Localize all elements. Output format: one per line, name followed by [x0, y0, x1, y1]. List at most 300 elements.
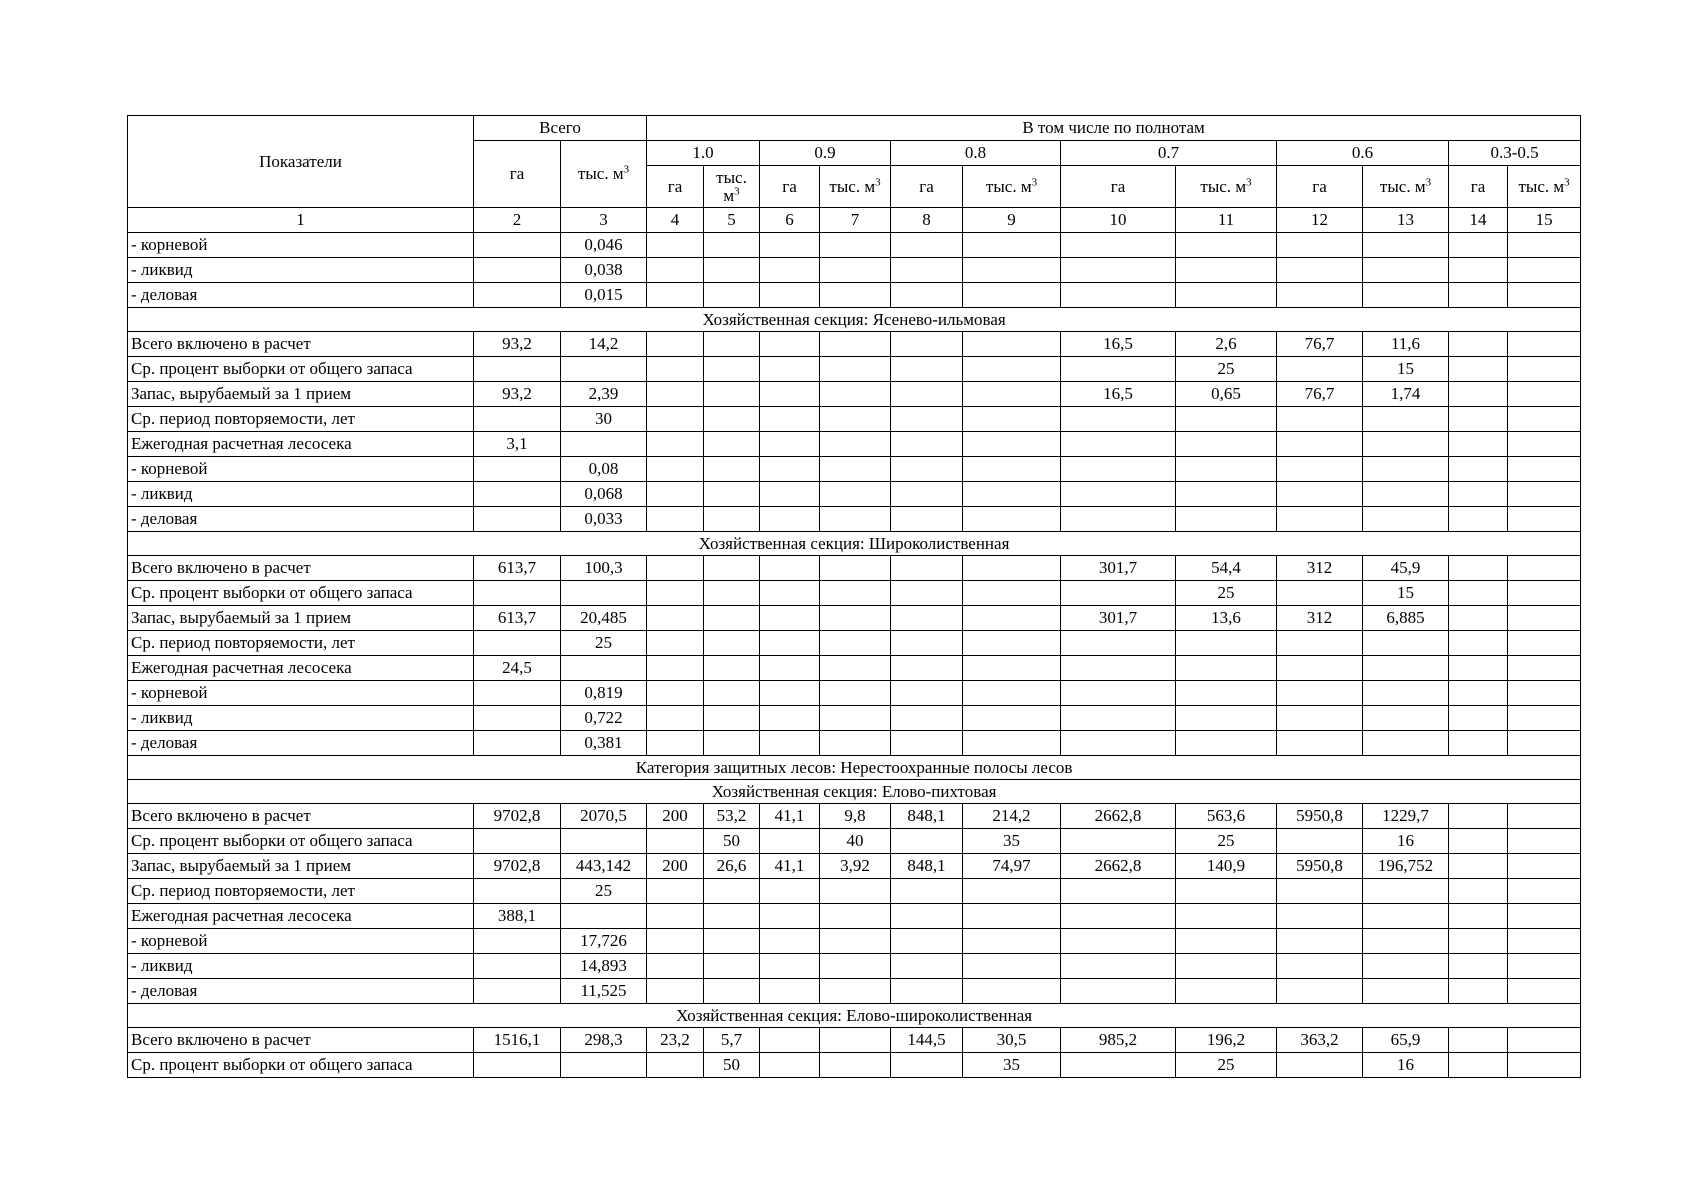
table-cell	[1061, 233, 1176, 258]
table-cell	[760, 929, 820, 954]
table-cell	[1363, 631, 1449, 656]
table-cell	[1277, 1053, 1363, 1078]
table-cell	[704, 979, 760, 1004]
table-cell	[891, 357, 963, 382]
row-label: Ср. процент выборки от общего запаса	[128, 1053, 474, 1078]
table-cell	[891, 233, 963, 258]
table-cell	[1508, 382, 1581, 407]
table-cell	[1363, 929, 1449, 954]
table-cell: 144,5	[891, 1028, 963, 1053]
row-label: Всего включено в расчет	[128, 332, 474, 357]
table-cell	[820, 656, 891, 681]
table-cell	[704, 581, 760, 606]
table-row	[128, 233, 1581, 258]
table-row	[128, 904, 1581, 929]
header-ha: га	[1449, 166, 1508, 208]
table-cell	[760, 332, 820, 357]
table-cell	[704, 879, 760, 904]
table-cell	[820, 332, 891, 357]
table-cell	[647, 482, 704, 507]
table-cell: 25	[1176, 357, 1277, 382]
table-cell	[820, 606, 891, 631]
table-cell	[1176, 979, 1277, 1004]
table-cell	[1277, 829, 1363, 854]
table-cell: 30,5	[963, 1028, 1061, 1053]
table-cell	[647, 407, 704, 432]
table-cell	[760, 954, 820, 979]
table-cell	[704, 904, 760, 929]
table-row	[128, 829, 1581, 854]
table-cell	[820, 979, 891, 1004]
table-cell	[1061, 283, 1176, 308]
table-cell	[647, 879, 704, 904]
row-label: Всего включено в расчет	[128, 1028, 474, 1053]
table-cell: 100,3	[561, 556, 647, 581]
table-cell: 443,142	[561, 854, 647, 879]
table-cell	[891, 407, 963, 432]
table-cell: 140,9	[1176, 854, 1277, 879]
table-cell	[1508, 929, 1581, 954]
table-cell	[820, 432, 891, 457]
table-cell	[760, 283, 820, 308]
table-cell	[760, 1053, 820, 1078]
table-cell: 0,068	[561, 482, 647, 507]
table-cell: 613,7	[474, 606, 561, 631]
column-number: 9	[963, 208, 1061, 233]
table-cell	[760, 258, 820, 283]
table-cell	[760, 407, 820, 432]
table-cell	[1508, 954, 1581, 979]
table-cell	[820, 357, 891, 382]
table-cell	[1176, 432, 1277, 457]
table-cell	[1508, 457, 1581, 482]
table-cell	[1363, 731, 1449, 756]
table-cell	[1363, 879, 1449, 904]
table-cell	[1508, 854, 1581, 879]
table-cell	[760, 482, 820, 507]
header-thous: тыс. $м^3$	[963, 166, 1061, 208]
table-cell	[1449, 407, 1508, 432]
table-cell	[1449, 332, 1508, 357]
table-cell	[1176, 904, 1277, 929]
table-cell	[1449, 706, 1508, 731]
section-heading-row	[128, 532, 1581, 556]
table-cell	[963, 656, 1061, 681]
table-cell	[1176, 507, 1277, 532]
table-cell	[760, 731, 820, 756]
table-cell: 25	[561, 631, 647, 656]
table-cell	[1277, 681, 1363, 706]
table-cell: 9,8	[820, 804, 891, 829]
table-cell: 5,7	[704, 1028, 760, 1053]
table-cell	[760, 631, 820, 656]
table-cell	[1277, 482, 1363, 507]
table-cell: 76,7	[1277, 332, 1363, 357]
table-cell: 200	[647, 804, 704, 829]
table-cell	[1508, 656, 1581, 681]
table-cell	[1176, 283, 1277, 308]
table-cell: 0,038	[561, 258, 647, 283]
table-cell: 50	[704, 829, 760, 854]
table-cell	[820, 1028, 891, 1053]
column-number-row	[128, 208, 1581, 233]
table-cell	[704, 482, 760, 507]
table-cell	[1277, 357, 1363, 382]
table-cell	[891, 283, 963, 308]
table-cell	[704, 954, 760, 979]
table-cell	[1176, 929, 1277, 954]
table-cell	[474, 681, 561, 706]
table-cell	[1449, 631, 1508, 656]
table-row	[128, 954, 1581, 979]
table-cell	[760, 656, 820, 681]
table-cell	[561, 357, 647, 382]
table-cell	[561, 829, 647, 854]
table-row	[128, 656, 1581, 681]
table-cell: 2,39	[561, 382, 647, 407]
table-cell	[820, 233, 891, 258]
table-row	[128, 681, 1581, 706]
table-cell	[820, 258, 891, 283]
table-cell: 9702,8	[474, 854, 561, 879]
table-cell	[647, 656, 704, 681]
table-cell	[1363, 706, 1449, 731]
table-cell	[561, 656, 647, 681]
table-cell: 0,08	[561, 457, 647, 482]
table-cell: 25	[1176, 1053, 1277, 1078]
section-heading-row	[128, 1004, 1581, 1028]
table-cell: 0,015	[561, 283, 647, 308]
table-cell	[1508, 979, 1581, 1004]
table-cell	[760, 879, 820, 904]
table-cell	[1508, 706, 1581, 731]
table-cell	[647, 357, 704, 382]
table-cell	[1508, 258, 1581, 283]
table-cell	[1508, 681, 1581, 706]
table-cell	[1449, 283, 1508, 308]
table-cell	[1449, 929, 1508, 954]
table-cell	[1176, 457, 1277, 482]
table-cell	[1176, 879, 1277, 904]
table-cell	[704, 929, 760, 954]
table-row	[128, 804, 1581, 829]
table-cell	[963, 706, 1061, 731]
table-cell: 5950,8	[1277, 854, 1363, 879]
table-cell	[963, 904, 1061, 929]
table-cell	[1508, 581, 1581, 606]
table-cell	[1363, 432, 1449, 457]
table-cell: 9702,8	[474, 804, 561, 829]
table-cell	[1363, 407, 1449, 432]
table-cell	[1277, 581, 1363, 606]
table-cell	[963, 979, 1061, 1004]
row-label: Ср. период повторяемости, лет	[128, 407, 474, 432]
table-cell	[760, 357, 820, 382]
table-row	[128, 1053, 1581, 1078]
table-cell: 35	[963, 1053, 1061, 1078]
table-row	[128, 382, 1581, 407]
table-cell	[1363, 507, 1449, 532]
table-cell	[963, 283, 1061, 308]
column-number: 5	[704, 208, 760, 233]
table-cell	[1449, 382, 1508, 407]
table-cell	[1449, 656, 1508, 681]
row-label: - ликвид	[128, 482, 474, 507]
table-cell	[1277, 879, 1363, 904]
table-cell	[760, 507, 820, 532]
table-cell	[474, 357, 561, 382]
table-cell	[820, 407, 891, 432]
table-cell	[1061, 706, 1176, 731]
table-cell	[891, 829, 963, 854]
table-cell: 301,7	[1061, 606, 1176, 631]
table-row	[128, 258, 1581, 283]
row-label: Ежегодная расчетная лесосека	[128, 656, 474, 681]
table-cell	[1508, 482, 1581, 507]
table-cell: 17,726	[561, 929, 647, 954]
row-label: Ежегодная расчетная лесосека	[128, 432, 474, 457]
column-number: 4	[647, 208, 704, 233]
table-cell	[561, 581, 647, 606]
table-cell: 14,2	[561, 332, 647, 357]
table-cell: 25	[1176, 581, 1277, 606]
table-cell	[647, 233, 704, 258]
table-cell	[1449, 233, 1508, 258]
table-cell	[561, 1053, 647, 1078]
table-cell	[1277, 706, 1363, 731]
table-cell: 45,9	[1363, 556, 1449, 581]
table-cell: 53,2	[704, 804, 760, 829]
table-cell: 301,7	[1061, 556, 1176, 581]
table-cell	[474, 731, 561, 756]
table-cell: 14,893	[561, 954, 647, 979]
section-heading: Хозяйственная секция: Елово-широколиственная	[128, 1004, 1581, 1028]
table-cell	[704, 656, 760, 681]
table-cell	[474, 879, 561, 904]
table-row	[128, 432, 1581, 457]
header-density-5: 0.6	[1277, 141, 1449, 166]
table-body	[128, 233, 1581, 1078]
table-cell	[704, 681, 760, 706]
row-label: - ликвид	[128, 258, 474, 283]
table-row	[128, 929, 1581, 954]
table-cell: 563,6	[1176, 804, 1277, 829]
section-heading-row	[128, 308, 1581, 332]
header-by-density: В том числе по полнотам	[647, 116, 1581, 141]
table-cell: 41,1	[760, 804, 820, 829]
table-cell	[1061, 581, 1176, 606]
table-cell	[891, 954, 963, 979]
table-cell	[474, 954, 561, 979]
header-ha: га	[1061, 166, 1176, 208]
table-cell	[1449, 581, 1508, 606]
header-total: Всего	[474, 116, 647, 141]
header-ha: га	[1277, 166, 1363, 208]
table-cell: 16	[1363, 829, 1449, 854]
table-cell: 35	[963, 829, 1061, 854]
table-cell: 65,9	[1363, 1028, 1449, 1053]
column-number: 7	[820, 208, 891, 233]
header-ha: га	[891, 166, 963, 208]
table-cell	[820, 879, 891, 904]
table-cell	[647, 731, 704, 756]
table-cell	[963, 954, 1061, 979]
header-density-2: 0.9	[760, 141, 891, 166]
table-cell	[963, 606, 1061, 631]
table-cell: 1229,7	[1363, 804, 1449, 829]
table-cell	[1449, 854, 1508, 879]
table-cell	[1449, 804, 1508, 829]
table-cell: 25	[1176, 829, 1277, 854]
column-number: 15	[1508, 208, 1581, 233]
table-cell: 6,885	[1363, 606, 1449, 631]
table-cell	[1508, 233, 1581, 258]
table-cell	[647, 904, 704, 929]
table-cell: 196,2	[1176, 1028, 1277, 1053]
table-cell	[820, 581, 891, 606]
table-cell	[820, 507, 891, 532]
row-label: Ежегодная расчетная лесосека	[128, 904, 474, 929]
table-cell	[1061, 879, 1176, 904]
table-cell: 200	[647, 854, 704, 879]
table-cell	[1508, 731, 1581, 756]
table-cell	[760, 706, 820, 731]
column-number: 12	[1277, 208, 1363, 233]
table-cell	[1449, 954, 1508, 979]
table-cell: 214,2	[963, 804, 1061, 829]
table-cell	[820, 954, 891, 979]
header-thous: тыс. $м^3$	[1176, 166, 1277, 208]
table-cell: 0,046	[561, 233, 647, 258]
table-cell	[963, 507, 1061, 532]
table-cell	[704, 258, 760, 283]
table-cell	[704, 382, 760, 407]
table-row	[128, 283, 1581, 308]
table-cell	[1363, 283, 1449, 308]
table-cell	[1363, 233, 1449, 258]
table-cell	[647, 829, 704, 854]
table-cell: 0,033	[561, 507, 647, 532]
column-number: 11	[1176, 208, 1277, 233]
table-cell	[1277, 929, 1363, 954]
table-cell: 41,1	[760, 854, 820, 879]
table-cell	[1277, 283, 1363, 308]
table-cell	[1508, 606, 1581, 631]
table-cell: 23,2	[647, 1028, 704, 1053]
table-cell	[963, 731, 1061, 756]
column-number: 6	[760, 208, 820, 233]
row-label: Всего включено в расчет	[128, 556, 474, 581]
table-row	[128, 854, 1581, 879]
row-label: - ликвид	[128, 706, 474, 731]
table-cell	[1449, 1053, 1508, 1078]
table-row	[128, 606, 1581, 631]
table-row	[128, 457, 1581, 482]
table-cell	[704, 407, 760, 432]
table-cell: 93,2	[474, 382, 561, 407]
table-cell	[1508, 879, 1581, 904]
table-cell	[963, 332, 1061, 357]
table-cell	[1449, 432, 1508, 457]
table-cell	[891, 457, 963, 482]
table-cell	[474, 829, 561, 854]
table-cell	[704, 731, 760, 756]
table-cell	[1449, 879, 1508, 904]
table-row	[128, 731, 1581, 756]
table-cell	[891, 507, 963, 532]
table-cell	[704, 706, 760, 731]
table-cell	[1176, 706, 1277, 731]
table-cell	[1449, 357, 1508, 382]
table-cell	[963, 929, 1061, 954]
table-cell: 13,6	[1176, 606, 1277, 631]
table-cell	[1363, 979, 1449, 1004]
section-heading-row	[128, 756, 1581, 780]
table-cell	[891, 1053, 963, 1078]
table-cell: 11,525	[561, 979, 647, 1004]
table-cell	[1363, 904, 1449, 929]
header-total-thous: тыс. $м^3$	[561, 141, 647, 208]
table-cell	[474, 407, 561, 432]
table-cell	[760, 457, 820, 482]
table-row	[128, 332, 1581, 357]
table-cell	[760, 432, 820, 457]
table-cell	[963, 631, 1061, 656]
cutting-area-table	[127, 115, 1581, 1078]
table-cell	[1061, 829, 1176, 854]
row-label: - корневой	[128, 233, 474, 258]
table-row	[128, 979, 1581, 1004]
table-cell	[1363, 457, 1449, 482]
table-cell	[820, 631, 891, 656]
table-cell	[474, 631, 561, 656]
table-cell	[820, 681, 891, 706]
table-row	[128, 1028, 1581, 1053]
table-cell	[1176, 954, 1277, 979]
table-cell	[1277, 954, 1363, 979]
table-row	[128, 581, 1581, 606]
table-cell: 15	[1363, 581, 1449, 606]
table-cell	[1449, 507, 1508, 532]
table-cell: 15	[1363, 357, 1449, 382]
table-cell: 985,2	[1061, 1028, 1176, 1053]
table-cell	[1061, 357, 1176, 382]
table-cell	[891, 979, 963, 1004]
table-cell: 312	[1277, 606, 1363, 631]
table-cell	[760, 606, 820, 631]
table-cell	[1176, 233, 1277, 258]
table-cell: 2070,5	[561, 804, 647, 829]
row-label: Запас, вырубаемый за 1 прием	[128, 382, 474, 407]
row-label: Запас, вырубаемый за 1 прием	[128, 854, 474, 879]
table-cell: 0,381	[561, 731, 647, 756]
table-cell	[963, 233, 1061, 258]
table-cell	[891, 681, 963, 706]
table-cell: 0,722	[561, 706, 647, 731]
table-cell	[1061, 432, 1176, 457]
table-cell	[891, 731, 963, 756]
table-cell	[760, 829, 820, 854]
table-cell	[704, 507, 760, 532]
table-cell	[647, 631, 704, 656]
table-cell	[963, 382, 1061, 407]
table-cell: 613,7	[474, 556, 561, 581]
table-cell	[1449, 457, 1508, 482]
table-cell: 2662,8	[1061, 804, 1176, 829]
table-cell: 196,752	[1363, 854, 1449, 879]
table-cell	[891, 904, 963, 929]
table-cell	[647, 432, 704, 457]
